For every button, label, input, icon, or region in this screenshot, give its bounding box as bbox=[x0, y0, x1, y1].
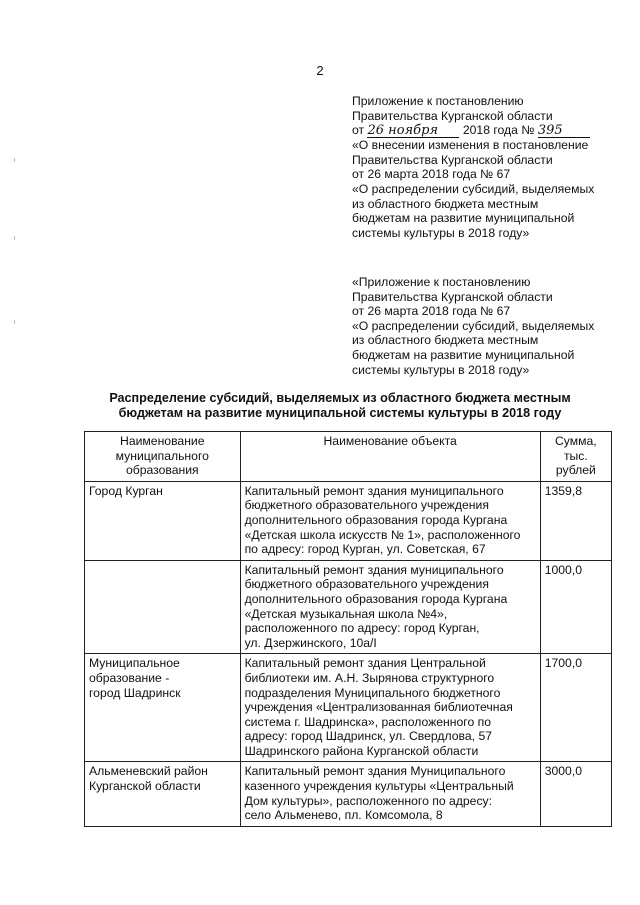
handwritten-date: 26 ноября bbox=[367, 124, 459, 138]
cell-municipality: Муниципальное образование - город Шадринск bbox=[85, 654, 241, 762]
cell-municipality: Альменевский район Курганской области bbox=[85, 762, 241, 826]
appendix-line: бюджетам на развитие муниципальной bbox=[352, 211, 575, 226]
appendix-line: системы культуры в 2018 году» bbox=[352, 362, 530, 377]
appendix-line: Приложение к постановлению bbox=[352, 94, 524, 108]
appendix-date-line bbox=[352, 123, 622, 138]
appendix-line: из областного бюджета местным bbox=[352, 196, 539, 211]
cell-object: Капитальный ремонт здания Центральной библиотеки им. А.Н. Зырянова структурного подразделения Муниципального бюджетного учреждения «Централизованная библиотечная система г. Шадринска», расположенного по адресу: город Шадринск, ул. Свердлова, 57 Шадринского района Курганской области bbox=[240, 654, 540, 762]
cell-amount: 1359,8 bbox=[540, 481, 611, 560]
date-prefix: от bbox=[352, 123, 365, 138]
appendix-line: Правительства Курганской области bbox=[352, 108, 553, 123]
appendix-line: «Приложение к постановлению bbox=[352, 275, 531, 289]
handwritten-number: 395 bbox=[538, 124, 590, 138]
header-object: Наименование объекта bbox=[240, 432, 540, 482]
table-row bbox=[85, 481, 612, 560]
subsidy-table bbox=[84, 431, 612, 827]
appendix-line: Правительства Курганской области bbox=[352, 152, 553, 167]
appendix-line: бюджетам на развитие муниципальной bbox=[352, 347, 575, 362]
cell-municipality: Город Курган bbox=[85, 481, 241, 560]
cell-amount: 3000,0 bbox=[540, 762, 611, 826]
cell-municipality bbox=[85, 560, 241, 654]
table-header-row bbox=[85, 432, 612, 482]
appendix-header bbox=[352, 94, 622, 240]
title-line: бюджетам на развитие муниципальной системы культуры в 2018 году bbox=[118, 406, 562, 420]
header-amount: Сумма, тыс. рублей bbox=[540, 432, 611, 482]
appendix-line: «О внесении изменения в постановление bbox=[352, 138, 589, 153]
cell-object: Капитальный ремонт здания муниципального бюджетного образовательного учреждения дополнительного образования города Кургана «Детская музыкальная школа №4», расположенного по адресу: город Курган, ул. Дзержинского, 10а/I bbox=[240, 560, 540, 654]
table-row bbox=[85, 560, 612, 654]
table-row bbox=[85, 762, 612, 826]
margin-mark bbox=[14, 236, 15, 240]
appendix-line: от 26 марта 2018 года № 67 bbox=[352, 167, 511, 182]
appendix-line: «О распределении субсидий, выделяемых bbox=[352, 181, 595, 196]
document-title bbox=[80, 391, 600, 421]
title-line: Распределение субсидий, выделяемых из областного бюджета местным bbox=[109, 391, 571, 405]
quoted-appendix-header bbox=[352, 275, 622, 377]
header-municipality: Наименование муниципального образования bbox=[85, 432, 241, 482]
margin-mark bbox=[14, 320, 15, 324]
margin-mark bbox=[14, 158, 15, 162]
appendix-line: из областного бюджета местным bbox=[352, 333, 539, 348]
cell-amount: 1700,0 bbox=[540, 654, 611, 762]
cell-object: Капитальный ремонт здания муниципального бюджетного образовательного учреждения дополнительного образования города Кургана «Детская школа искусств № 1», расположенного по адресу: город Курган, ул. Советская, 67 bbox=[240, 481, 540, 560]
appendix-line: Правительства Курганской области bbox=[352, 289, 553, 304]
appendix-line: системы культуры в 2018 году» bbox=[352, 225, 530, 240]
page-number: 2 bbox=[316, 63, 324, 78]
date-year: 2018 года № bbox=[462, 123, 535, 138]
cell-object: Капитальный ремонт здания Муниципального казенного учреждения культуры «Центральный Дом культуры», расположенного по адресу: село Альменево, пл. Комсомола, 8 bbox=[240, 762, 540, 826]
table-row bbox=[85, 654, 612, 762]
cell-amount: 1000,0 bbox=[540, 560, 611, 654]
appendix-line: «О распределении субсидий, выделяемых bbox=[352, 318, 595, 333]
appendix-line: от 26 марта 2018 года № 67 bbox=[352, 304, 511, 319]
